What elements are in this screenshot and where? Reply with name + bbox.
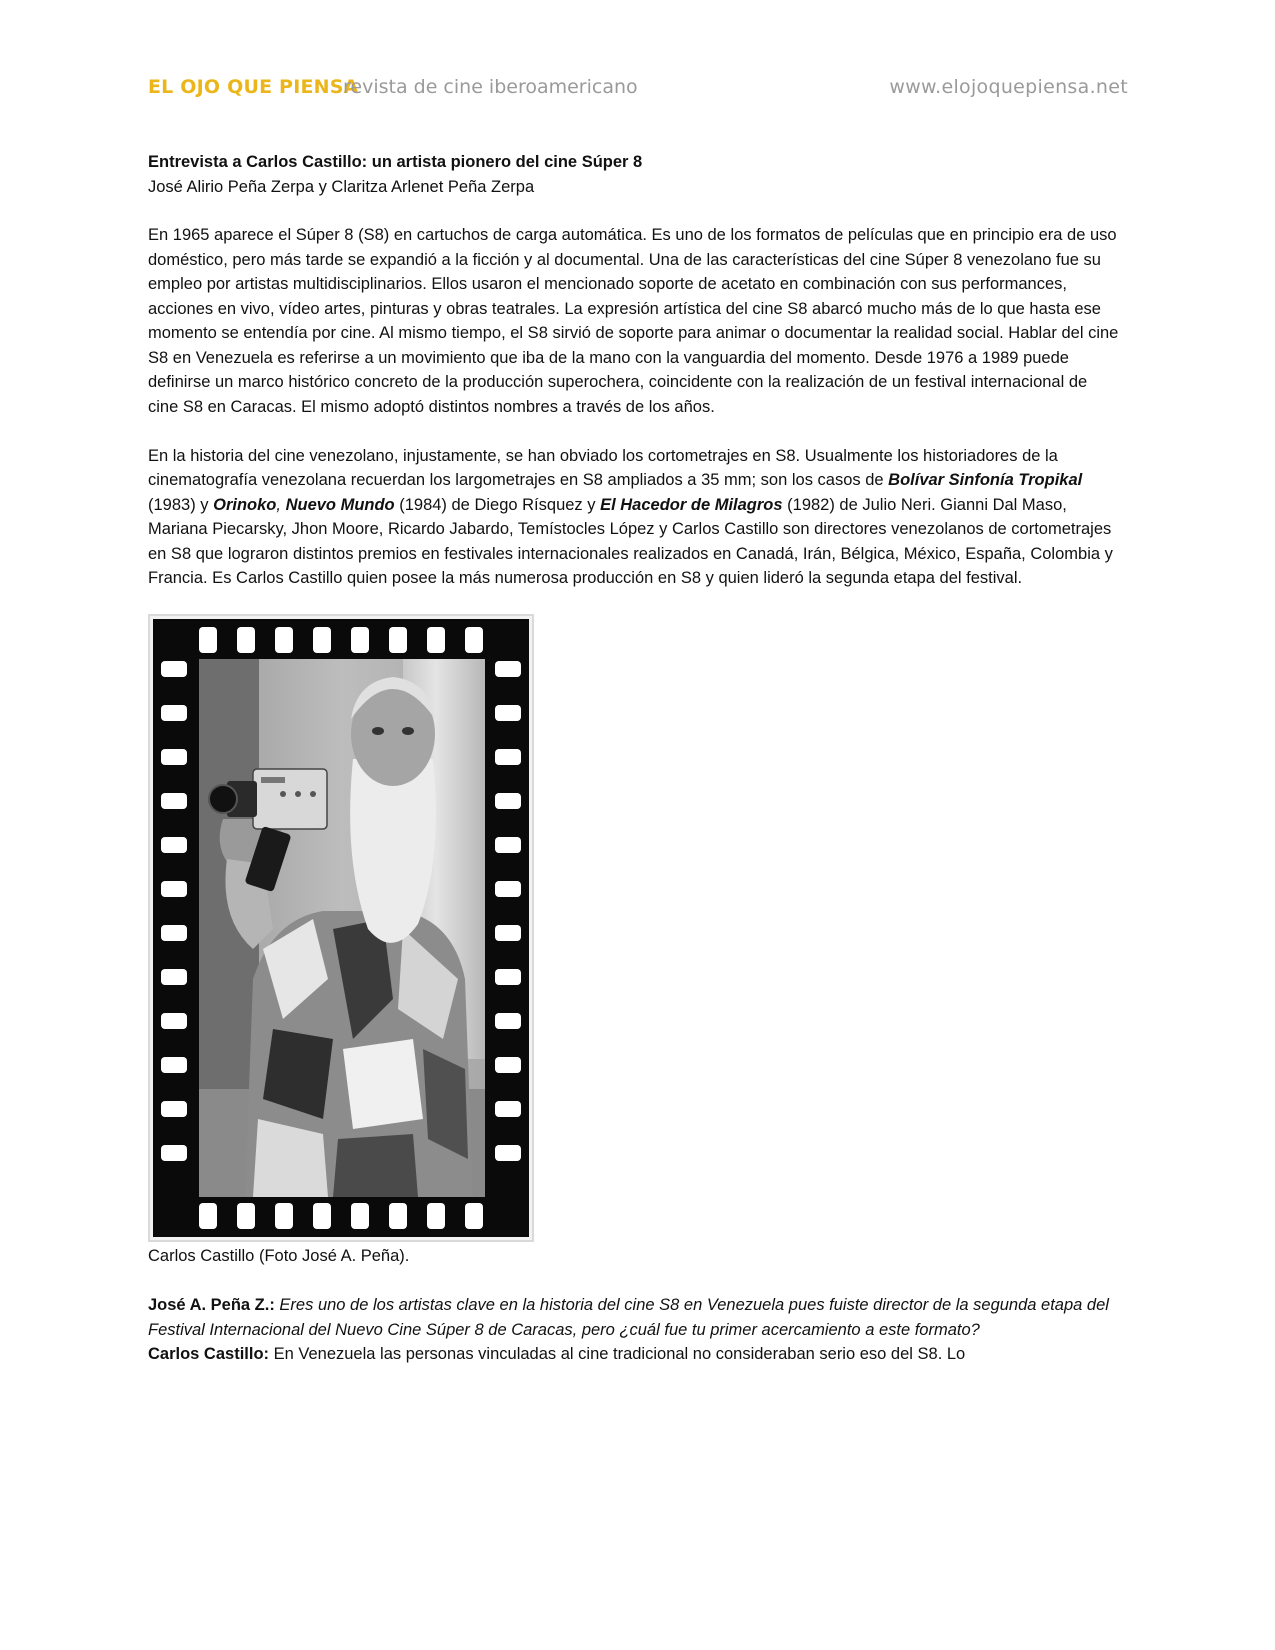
article-paragraph-2: [148, 444, 1120, 591]
interviewee-name: Carlos Castillo:: [148, 1345, 270, 1363]
article-paragraph-1: En 1965 aparece el Súper 8 (S8) en cartuchos de carga automática. Es uno de los formatos de películas que en principio era de uso doméstico, pero más tarde se expandió a la ficción y al documental. Una de las características del cine Súper 8 venezolano fue su empleo por artistas multidisciplinarios. Ellos usaron el mencionado soporte de acetato en combinación con sus performances, acciones en vivo, vídeo artes, pinturas y obras teatrales. La expresión artística del cine S8 abarcó mucho más de lo que hasta ese momento se entendía por cine. Al mismo tiempo, el S8 sirvió de soporte para animar o documentar la realidad social. Hablar del cine S8 en Venezuela es referirse a un movimiento que iba de la mano con la vanguardia del momento. Desde 1976 a 1989 puede definirse un marco histórico concreto de la producción superochera, coincidente con la realización de un festival internacional de cine S8 en Caracas. El mismo adoptó distintos nombres a través de los años.: [148, 226, 1119, 416]
article-body: [148, 150, 1120, 1367]
interview-answer: [148, 1342, 1120, 1367]
film-title-comma: ,: [276, 495, 281, 514]
photo-caption: Carlos Castillo (Foto José A. Peña).: [148, 1247, 410, 1265]
film-title-hacedor: El Hacedor de Milagros: [600, 495, 783, 514]
portrait-photo-image: [153, 619, 529, 1237]
film-title-orinoko: Orinoko: [213, 495, 277, 514]
paragraph-2-text: (1982) de Julio Neri. Gianni Dal Maso, Mariana Piecarsky, Jhon Moore, Ricardo Jabardo, Temístocles López y Carlos Castillo son directores venezolanos de cortometrajes en S8 que lograron distintos premios en festivales internacionales realizados en Canadá, Irán, Bélgica, México, España, Colombia y Francia. Es Carlos Castillo quien posee la más numerosa producción en S8 y quien lideró la segunda etapa del festival.: [148, 495, 1113, 587]
film-strip-photo: [148, 614, 534, 1242]
interviewer-name: José A. Peña Z.:: [148, 1296, 275, 1314]
question-text: Eres uno de los artistas clave en la historia del cine S8 en Venezuela pues fuiste director de la segunda etapa del Festival Internacional del Nuevo Cine Súper 8 de Caracas, pero ¿cuál fue tu primer acercamiento a este formato?: [148, 1296, 1109, 1339]
film-title-nuevo-mundo: Nuevo Mundo: [280, 495, 395, 514]
article-authors: José Alirio Peña Zerpa y Claritza Arlenet Peña Zerpa: [148, 177, 535, 196]
film-title-bolivar: Bolívar Sinfonía Tropikal: [888, 471, 1083, 489]
interview-question: [148, 1293, 1120, 1342]
magazine-brand: EL OJO QUE PIENSA: [148, 76, 359, 98]
paragraph-2-text: (1983) y: [148, 495, 214, 514]
paragraph-2-text: (1984) de Diego Rísquez y: [394, 495, 601, 514]
page-header: [148, 72, 1128, 106]
magazine-url[interactable]: www.elojoquepiensa.net: [889, 76, 1128, 98]
article-title: Entrevista a Carlos Castillo: un artista pionero del cine Súper 8: [148, 153, 643, 171]
answer-text: En Venezuela las personas vinculadas al cine tradicional no consideraban serio eso del S8. Lo: [269, 1345, 966, 1363]
magazine-tagline: revista de cine iberoamericano: [343, 76, 638, 98]
paragraph-2-text: En la historia del cine venezolano, injustamente, se han obviado los cortometrajes en S8. Usualmente los historiadores de la cinematografía venezolana recuerdan los largometrajes en S8 ampliados a 35 mm; son los casos de: [148, 446, 1058, 489]
